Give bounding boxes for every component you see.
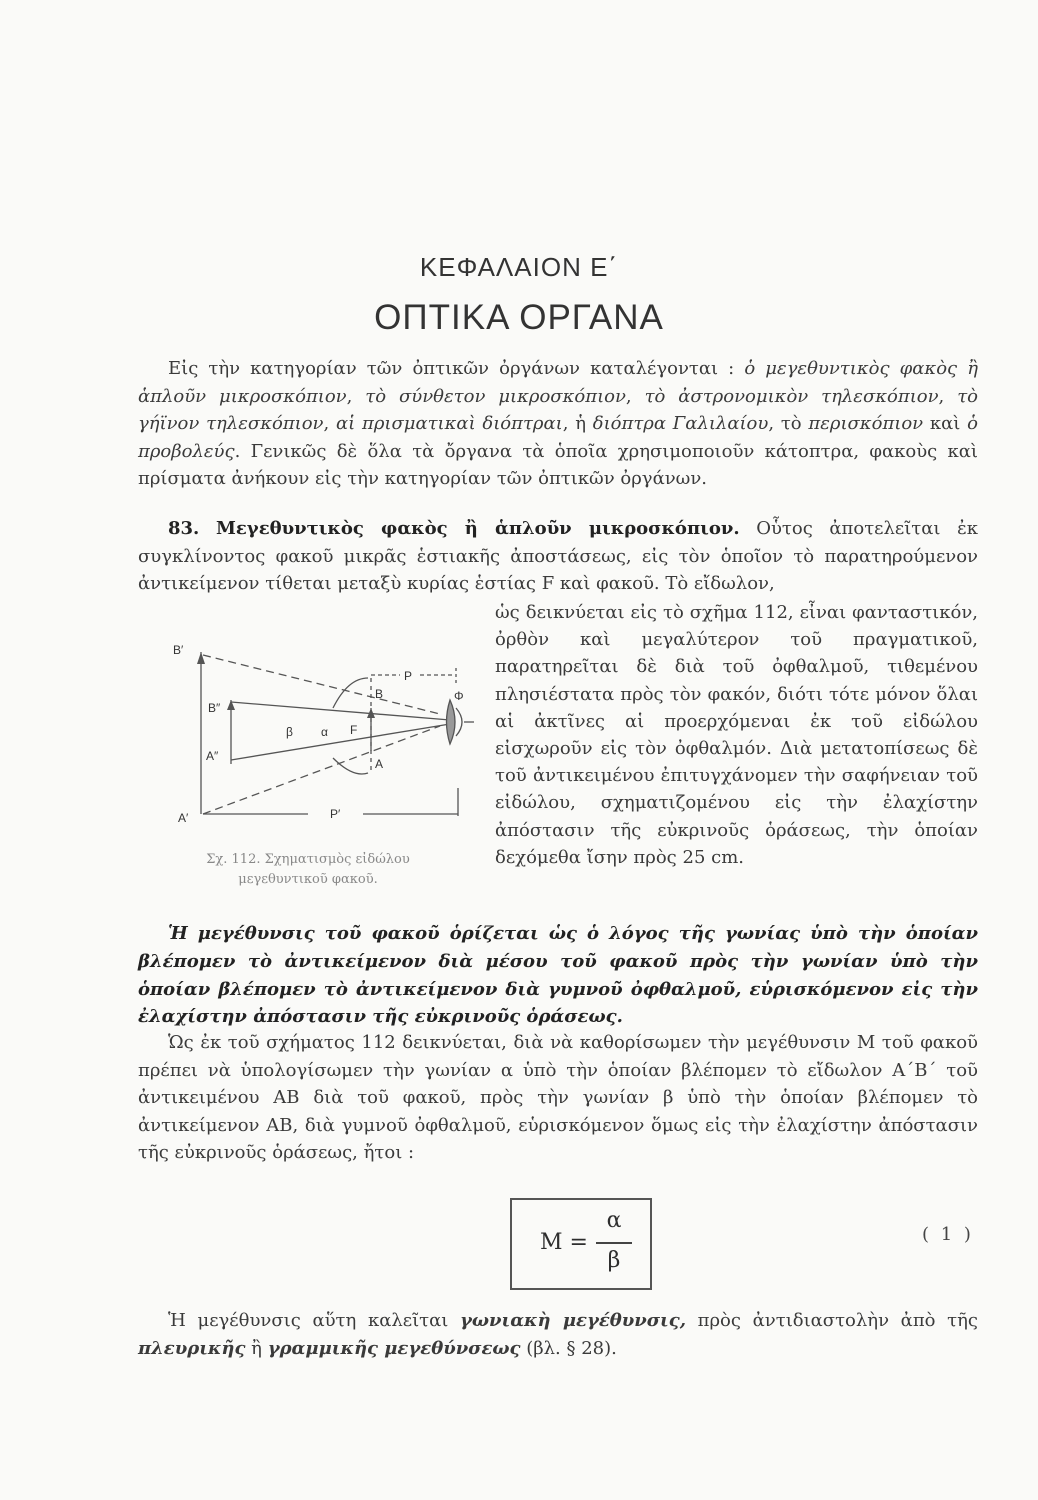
chapter-title: ΟΠΤΙΚΑ ΟΡΓΑΝΑ [374,298,664,337]
label-a: A [375,757,384,771]
figure-112-diagram [168,638,488,838]
chapter-label: ΚΕΦΑΛΑΙΟΝ Ε΄ [419,252,619,282]
equation-denominator: β [607,1248,621,1273]
fraction-bar [596,1242,632,1244]
label-b-dprime: B″ [208,701,221,715]
equation-numerator: α [606,1208,622,1233]
section-heading: Μεγεθυντικὸς φακὸς ἢ ἁπλοῦν μικροσκόπιον. [215,518,740,539]
section-83-continuation: ὡς δεικνύεται εἰς τὸ σχῆμα 112, εἶναι φανταστικόν, ὀρθὸν καὶ μεγαλύτερον τοῦ πραγματικοῦ, παρατηρεῖται δὲ διὰ τοῦ ὀφθαλμοῦ, τιθεμένου πλησιέστατα πρὸς τὸν φακόν, διότι τότε μόνον ὅλαι αἱ ἀκτῖνες αἱ προερχόμεναι ἐκ τοῦ εἰδώλου εἰσχωροῦν εἰς τὸν ὀφθαλμόν. Διὰ μετατοπίσεως δὲ τοῦ ἀντικειμένου ἐπιτυγχάνομεν τὴν σαφήνειαν τοῦ εἰδώλου, σχηματιζομένου εἰς τὴν ἐλαχίστην ἀπόστασιν τῆς εὐκρινοῦς ὁράσεως, τὴν ὁποίαν δεχόμεθα ἴσην πρὸς 25 cm. [495,602,978,868]
section-number: 83. [168,518,200,539]
label-a-dprime: A″ [206,749,219,763]
label-a-prime: A′ [178,811,189,825]
label-alpha: α [321,725,328,739]
closing-paragraph: Ἡ μεγέθυνσις αὕτη καλεῖται γωνιακὴ μεγέθυνσις, πρὸς ἀντιδιαστολὴν ἀπὸ τῆς πλευρικῆς ἢ γραμμικῆς μεγεθύνσεως (βλ. § 28). [138,1310,978,1359]
equation-box [510,1198,652,1290]
label-b-prime: B′ [173,643,184,657]
label-beta: β [286,725,293,739]
equation-number: ( 1 ) [922,1224,974,1245]
label-phi: Φ [454,689,464,703]
explanation-paragraph: Ὡς ἐκ τοῦ σχήματος 112 δεικνύεται, διὰ νὰ καθορίσωμεν τὴν μεγέθυνσιν Μ τοῦ φακοῦ πρέπει νὰ ὑπολογίσωμεν τὴν γωνίαν α ὑπὸ τὴν ὁποίαν βλέπομεν τὸ εἴδωλον Α΄Β΄ τοῦ ἀντικειμένου ΑΒ διὰ τοῦ φακοῦ, πρὸς τὴν γωνίαν β ὑπὸ τὴν ὁποίαν βλέπομεν τὸ ἀντικείμενον ΑΒ, διὰ γυμνοῦ ὀφθαλμοῦ, εὑρισκόμενον ὅμως εἰς τὴν ἐλαχίστην ἀπόστασιν τῆς εὐκρινοῦς ὁράσεως, ἤτοι : [138,1032,978,1163]
magnification-definition: Ἡ μεγέθυνσις τοῦ φακοῦ ὁρίζεται ὡς ὁ λόγος τῆς γωνίας ὑπὸ τὴν ὁποίαν βλέπομεν τὸ ἀντικείμενον διὰ μέσου τοῦ φακοῦ πρὸς τὴν γωνίαν ὑπὸ τὴν ὁποίαν βλέπομεν τὸ ἀντικείμενον διὰ γυμνοῦ ὀφθαλμοῦ, εὑρισκόμενον εἰς τὴν ἐλαχίστην ἀπόστασιν τῆς εὐκρινοῦς ὁράσεως. [138,923,978,1028]
label-b: B [375,687,384,701]
label-p: P [404,669,413,683]
label-p-prime: P′ [330,807,341,821]
label-f: F [350,723,358,737]
section-83-paragraph: 83. Μεγεθυντικὸς φακὸς ἢ ἁπλοῦν μικροσκόπιον. Οὗτος ἀποτελεῖται ἐκ συγκλίνοντος φακοῦ μικρᾶς ἑστιακῆς ἀποστάσεως, εἰς τὸν ὁποῖον τὸ παρατηρούμενον ἀντικείμενον τίθεται μεταξὺ κυρίας ἑστίας F καὶ φακοῦ. Τὸ εἴδωλον, [138,518,978,594]
figure-caption: Σχ. 112. Σχηματισμὸς εἰδώλου μεγεθυντικοῦ φακοῦ. [206,852,410,887]
intro-paragraph: Εἰς τὴν κατηγορίαν τῶν ὀπτικῶν ὀργάνων καταλέγονται : ὁ μεγεθυντικὸς φακὸς ἢ ἁπλοῦν μικροσκόπιον, τὸ σύνθετον μικροσκόπιον, τὸ ἀστρονομικὸν τηλεσκόπιον, τὸ γήϊνον τηλεσκόπιον, αἱ πρισματικαὶ διόπτραι, ἡ διόπτρα Γαλιλαίου, τὸ περισκόπιον καὶ ὁ προβολεύς. Γενικῶς δὲ ὅλα τὰ ὄργανα τὰ ὁποῖα χρησιμοποιοῦν κάτοπτρα, φακοὺς καὶ πρίσματα ἀνήκουν εἰς τὴν κατηγορίαν τῶν ὀπτικῶν ὀργάνων. [138,358,979,489]
equation-lhs: M = [540,1230,588,1255]
